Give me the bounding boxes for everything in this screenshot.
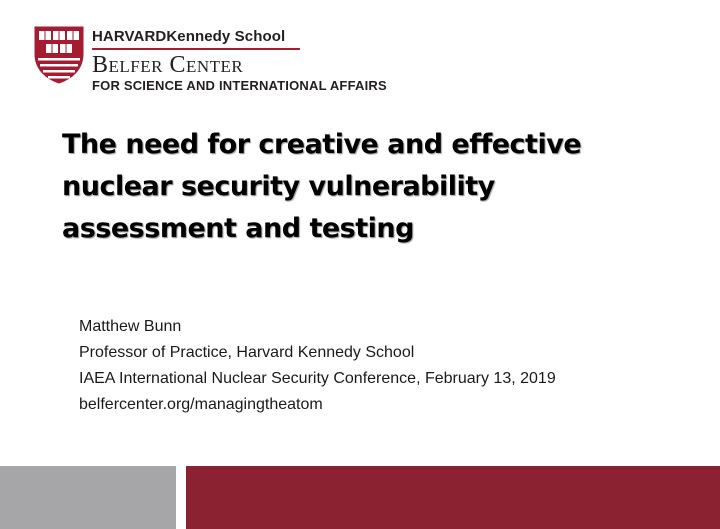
belfer-center-text: Belfer Center: [92, 52, 244, 78]
footer-gray-bar: [0, 466, 176, 529]
footer-red-bar: [186, 466, 720, 529]
title-line: nuclear security vulnerability: [62, 171, 495, 202]
author-name: Matthew Bunn: [79, 318, 182, 335]
belfer-center-wordmark: [92, 52, 243, 79]
author-block: [79, 314, 699, 418]
logo-divider: [92, 48, 300, 50]
title-line: The need for creative and effective: [62, 129, 582, 160]
hks-wordmark: [92, 28, 285, 45]
conference-name: IAEA International Nuclear Security Conference, February 13, 2019: [79, 370, 556, 387]
belfer-center-logo: [34, 26, 434, 98]
harvard-text: HARVARD: [92, 28, 167, 45]
title-line: assessment and testing: [62, 213, 414, 244]
logo-subtitle: FOR SCIENCE AND INTERNATIONAL AFFAIRS: [92, 78, 387, 93]
author-title: Professor of Practice, Harvard Kennedy School: [79, 344, 415, 361]
kennedy-school-text: Kennedy School: [166, 28, 286, 45]
harvard-shield-icon: [34, 26, 84, 84]
slide-title: [62, 124, 662, 250]
website-url: belfercenter.org/managingtheatom: [79, 396, 323, 413]
